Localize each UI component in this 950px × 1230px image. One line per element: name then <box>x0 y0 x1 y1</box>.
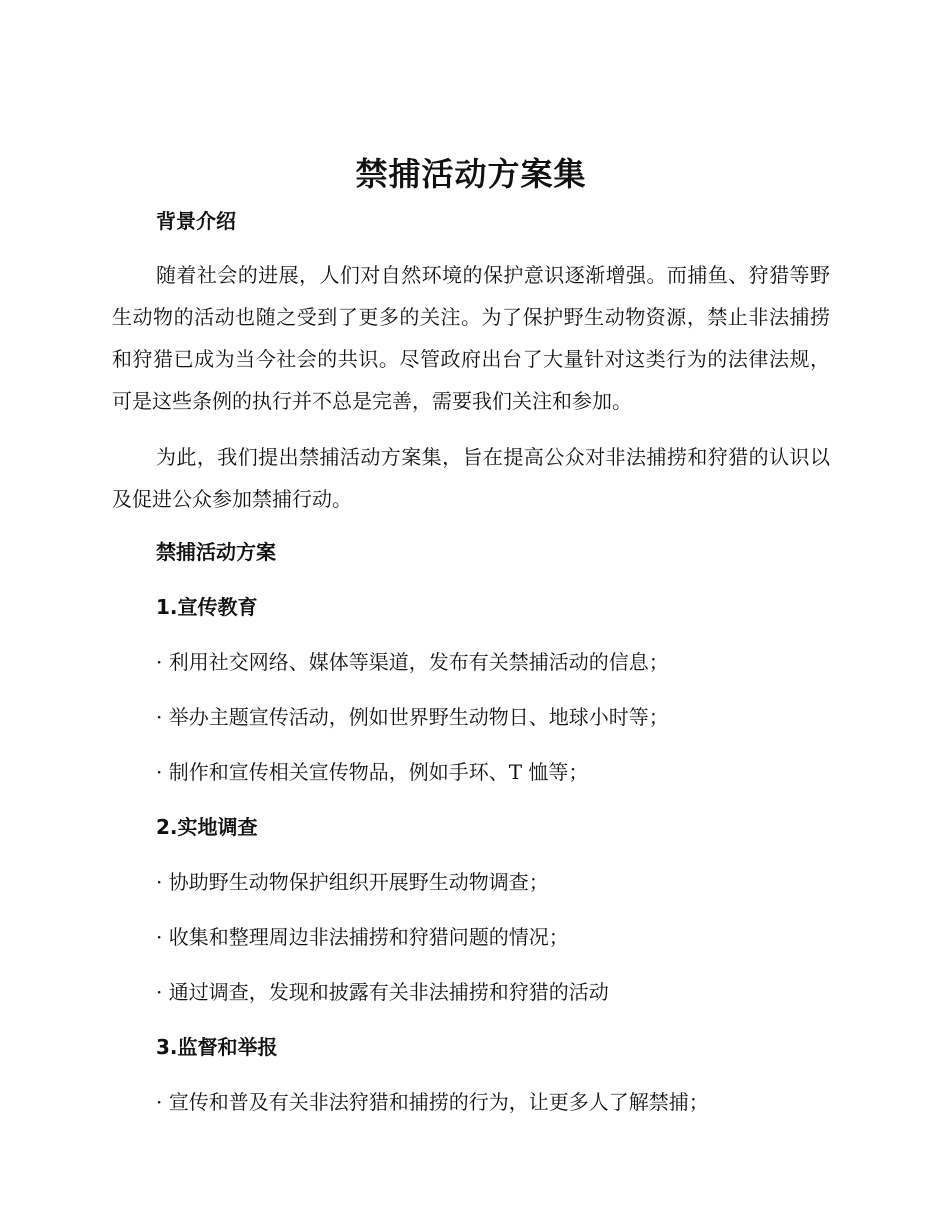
list-item: · 利用社交网络、媒体等渠道，发布有关禁捕活动的信息； <box>156 650 669 674</box>
list-item: · 制作和宣传相关宣传物品，例如手环、T 恤等； <box>156 760 589 784</box>
list-item: · 通过调查，发现和披露有关非法捕捞和狩猎的活动 <box>156 980 609 1004</box>
purpose-paragraph: 为此，我们提出禁捕活动方案集，旨在提高公众对非法捕捞和狩猎的认识以及促进公众参加禁捕行动。 <box>112 445 830 511</box>
intro-paragraph: 随着社会的进展，人们对自然环境的保护意识逐渐增强。而捕鱼、狩猎等野生动物的活动也随之受到了更多的关注。为了保护野生动物资源，禁止非法捕捞和狩猎已成为当今社会的共识。尽管政府出台了大量针对这类行为的法律法规，可是这些条例的执行并不总是完善，需要我们关注和参加。 <box>112 263 830 413</box>
list-item: · 收集和整理周边非法捕捞和狩猎问题的情况； <box>156 925 569 949</box>
section-heading-supervision: 3.监督和举报 <box>156 1035 278 1059</box>
background-heading: 背景介绍 <box>156 209 236 233</box>
section-heading-publicity: 1.宣传教育 <box>156 595 258 619</box>
list-item: · 举办主题宣传活动，例如世界野生动物日、地球小时等； <box>156 705 669 729</box>
list-item: · 宣传和普及有关非法狩猎和捕捞的行为，让更多人了解禁捕； <box>156 1090 709 1114</box>
plan-heading: 禁捕活动方案 <box>156 540 276 564</box>
document-title: 禁捕活动方案集 <box>355 155 587 193</box>
list-item: · 协助野生动物保护组织开展野生动物调查； <box>156 870 549 894</box>
section-heading-field-survey: 2.实地调查 <box>156 815 258 839</box>
